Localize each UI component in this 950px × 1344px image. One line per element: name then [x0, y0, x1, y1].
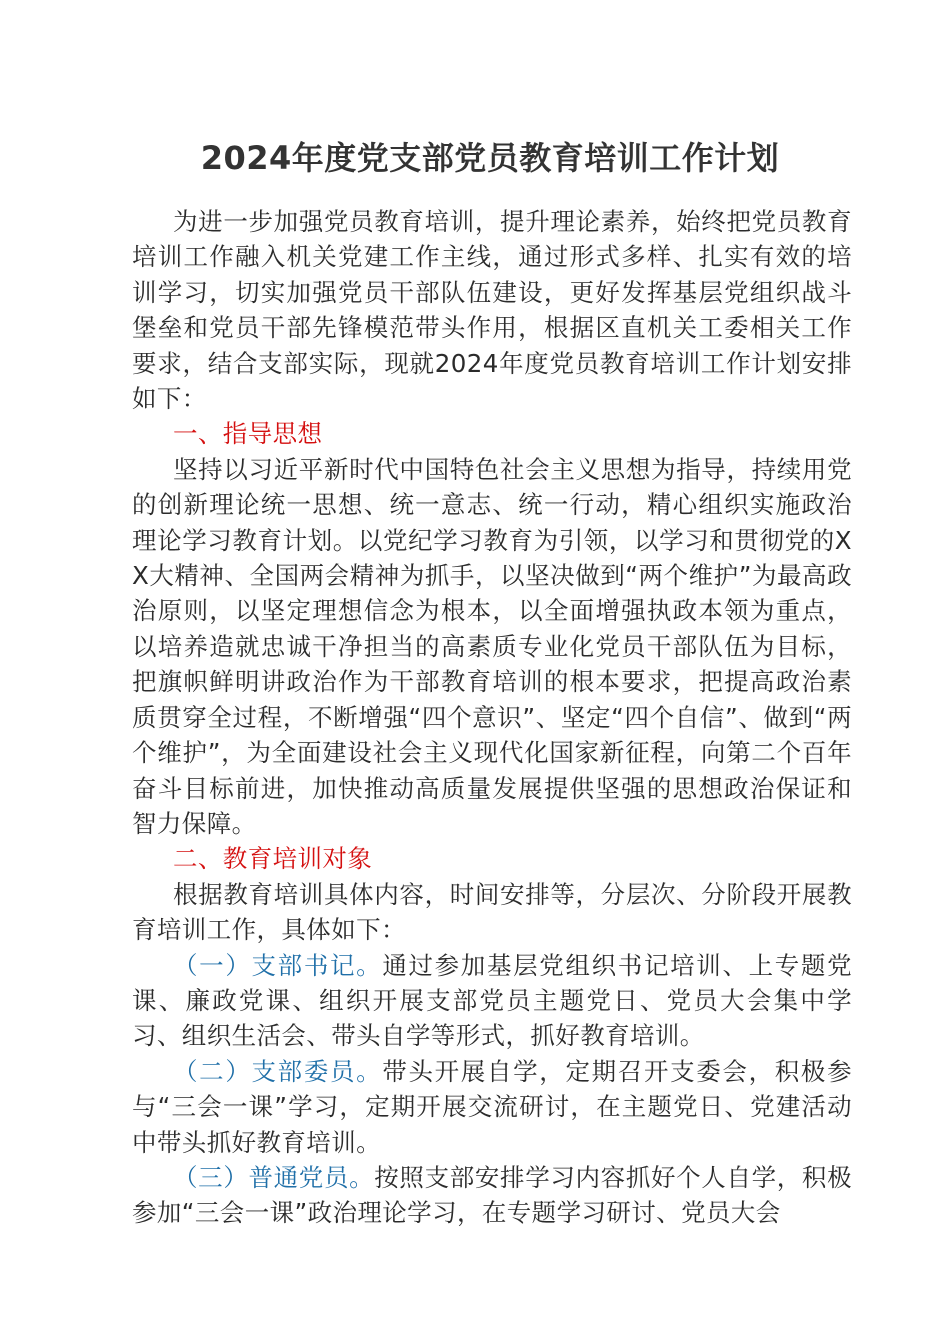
- section-heading-training-targets: 二、教育培训对象: [173, 844, 373, 874]
- item-ordinary-members-text: 按照支部安排学习内容抓好个人自学，积极参加“三会一课”政治理论学习，在专题学习研讨、党员大会: [132, 1162, 852, 1228]
- document-title: 2024年度党支部党员教育培训工作计划: [200, 139, 780, 177]
- item-branch-committee-label: （二）支部委员。: [173, 1056, 383, 1086]
- item-branch-committee-text: 带头开展自学，定期召开支委会，积极参与“三会一课”学习，定期开展交流研讨，在主题党日、党建活动中带头抓好教育培训。: [132, 1056, 852, 1157]
- item-branch-secretary-label: （一）支部书记。: [173, 950, 383, 980]
- item-branch-committee: [132, 1054, 852, 1160]
- intro-paragraph: 为进一步加强党员教育培训，提升理论素养，始终把党员教育培训工作融入机关党建工作主线，通过形式多样、扎实有效的培训学习，切实加强党员干部队伍建设，更好发挥基层党组织战斗堡垒和党员干部先锋模范带头作用，根据区直机关工委相关工作要求，结合支部实际，现就2024年度党员教育培训工作计划安排如下：: [132, 207, 852, 414]
- item-ordinary-members-label: （三）普通党员。: [173, 1162, 375, 1192]
- guiding-ideology-paragraph: 坚持以习近平新时代中国特色社会主义思想为指导，持续用党的创新理论统一思想、统一意志、统一行动，精心组织实施政治理论学习教育计划。以党纪学习教育为引领，以学习和贯彻党的XX大精神、全国两会精神为抓手，以坚决做到“两个维护”为最高政治原则，以坚定理想信念为根本，以全面增强执政本领为重点，以培养造就忠诚干净担当的高素质专业化党员干部队伍为目标，把旗帜鲜明讲政治作为干部教育培训的根本要求，把提高政治素质贯穿全过程，不断增强“四个意识”、坚定“四个自信”、做到“两个维护”，为全面建设社会主义现代化国家新征程，向第二个百年奋斗目标前进，加快推动高质量发展提供坚强的思想政治保证和智力保障。: [132, 454, 852, 838]
- section-heading-guiding-ideology: 一、指导思想: [173, 419, 323, 449]
- document-body: [132, 204, 852, 1231]
- item-ordinary-members: [132, 1160, 852, 1231]
- item-branch-secretary-text: 通过参加基层党组织书记培训、上专题党课、廉政党课、组织开展支部党员主题党日、党员大会集中学习、组织生活会、带头自学等形式，抓好教育培训。: [132, 950, 852, 1051]
- document-page: [132, 132, 852, 1231]
- item-branch-secretary: [132, 948, 852, 1054]
- training-targets-paragraph: 根据教育培训具体内容，时间安排等，分层次、分阶段开展教育培训工作，具体如下：: [132, 879, 852, 945]
